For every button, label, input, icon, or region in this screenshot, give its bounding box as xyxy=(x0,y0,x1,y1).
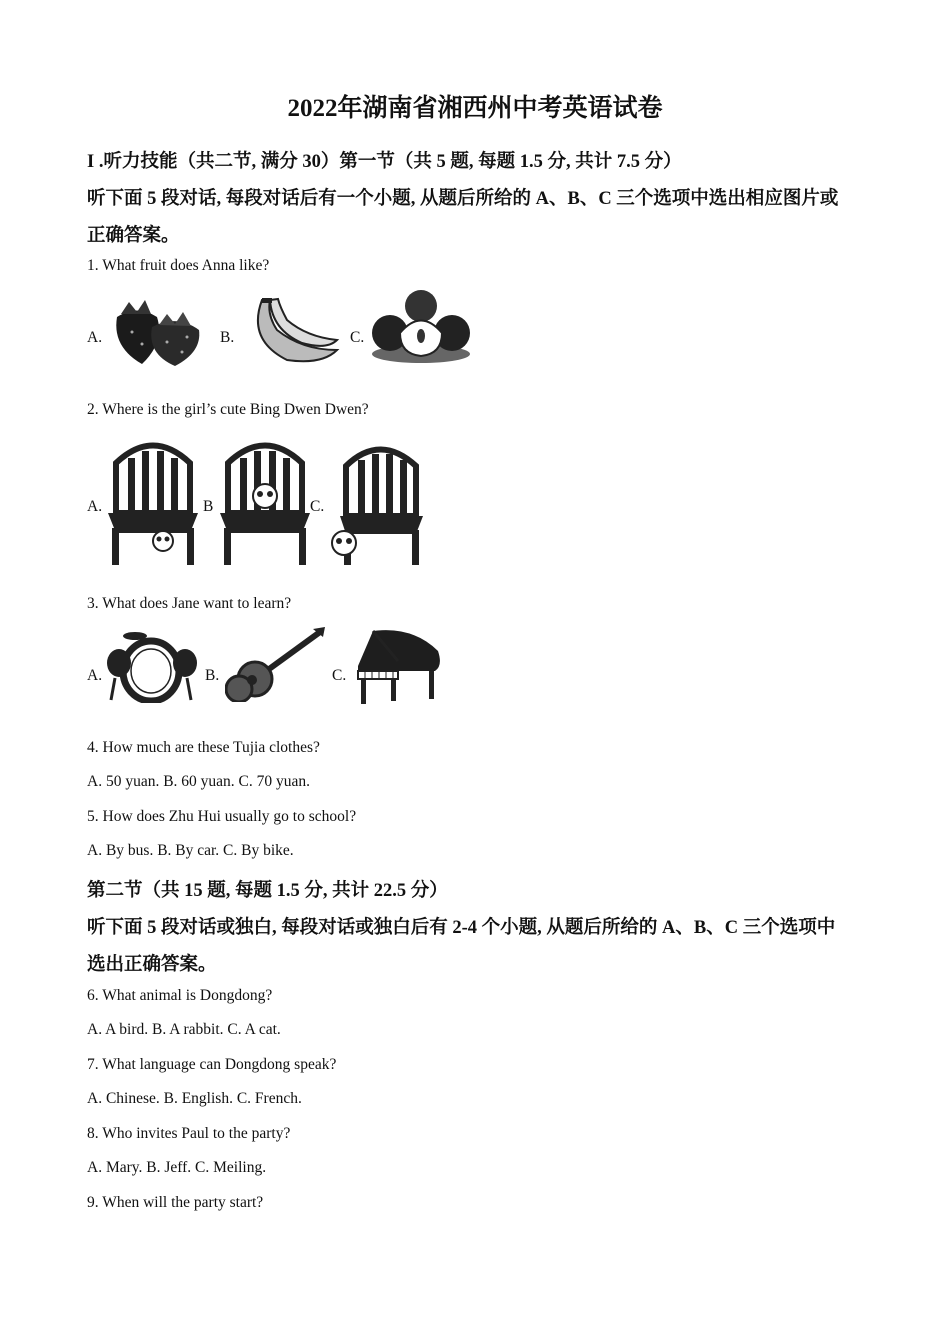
drum-icon xyxy=(105,628,197,703)
question-9: 9. When will the party start? xyxy=(87,1194,264,1211)
strawberry-icon xyxy=(107,292,212,367)
q3-option-a-label: A. xyxy=(87,667,103,684)
question-7-options: A. Chinese. B. English. C. French. xyxy=(87,1090,302,1107)
q1-option-c-label: C. xyxy=(350,329,365,346)
chair-panda-on-icon xyxy=(220,433,310,565)
q3-option-c-label: C. xyxy=(332,667,347,684)
guitar-icon xyxy=(225,627,327,702)
q2-option-a-label: A. xyxy=(87,498,103,515)
section2-instruction-cont: 选出正确答案。 xyxy=(87,955,217,975)
q1-option-b-label: B. xyxy=(220,329,235,346)
question-8-options: A. Mary. B. Jeff. C. Meiling. xyxy=(87,1159,267,1176)
question-6: 6. What animal is Dongdong? xyxy=(87,987,273,1004)
q2-option-b-label: B xyxy=(203,498,214,515)
question-4-options: A. 50 yuan. B. 60 yuan. C. 70 yuan. xyxy=(87,773,311,790)
question-6-options: A. A bird. B. A rabbit. C. A cat. xyxy=(87,1021,281,1038)
chair-panda-beside-icon xyxy=(328,438,423,565)
question-7: 7. What language can Dongdong speak? xyxy=(87,1056,337,1073)
question-8: 8. Who invites Paul to the party? xyxy=(87,1125,291,1142)
question-3: 3. What does Jane want to learn? xyxy=(87,595,292,612)
question-1: 1. What fruit does Anna like? xyxy=(87,257,270,274)
page-title: 2022年湖南省湘西州中考英语试卷 xyxy=(287,95,663,122)
apple-icon xyxy=(370,288,472,364)
section2-heading: 第二节（共 15 题, 每题 1.5 分, 共计 22.5 分） xyxy=(87,881,448,901)
question-4: 4. How much are these Tujia clothes? xyxy=(87,739,320,756)
question-2: 2. Where is the girl’s cute Bing Dwen Dwen? xyxy=(87,401,369,418)
chair-panda-under-icon xyxy=(108,433,198,565)
section1-instruction: 听下面 5 段对话, 每段对话后有一个小题, 从题后所给的 A、B、C 三个选项中选出相应图片或 xyxy=(87,189,839,209)
question-5-options: A. By bus. B. By car. C. By bike. xyxy=(87,842,294,859)
q3-option-b-label: B. xyxy=(205,667,220,684)
q2-option-c-label: C. xyxy=(310,498,325,515)
piano-icon xyxy=(353,626,443,704)
banana-icon xyxy=(242,295,342,365)
section2-instruction: 听下面 5 段对话或独白, 每段对话或独白后有 2-4 个小题, 从题后所给的 A、B、C 三个选项中 xyxy=(87,918,836,938)
section1-instruction-cont: 正确答案。 xyxy=(87,226,180,246)
question-5: 5. How does Zhu Hui usually go to school? xyxy=(87,808,357,825)
section1-heading: I .听力技能（共二节, 满分 30）第一节（共 5 题, 每题 1.5 分, 共计 7.5 分） xyxy=(87,152,682,172)
q1-option-a-label: A. xyxy=(87,329,103,346)
